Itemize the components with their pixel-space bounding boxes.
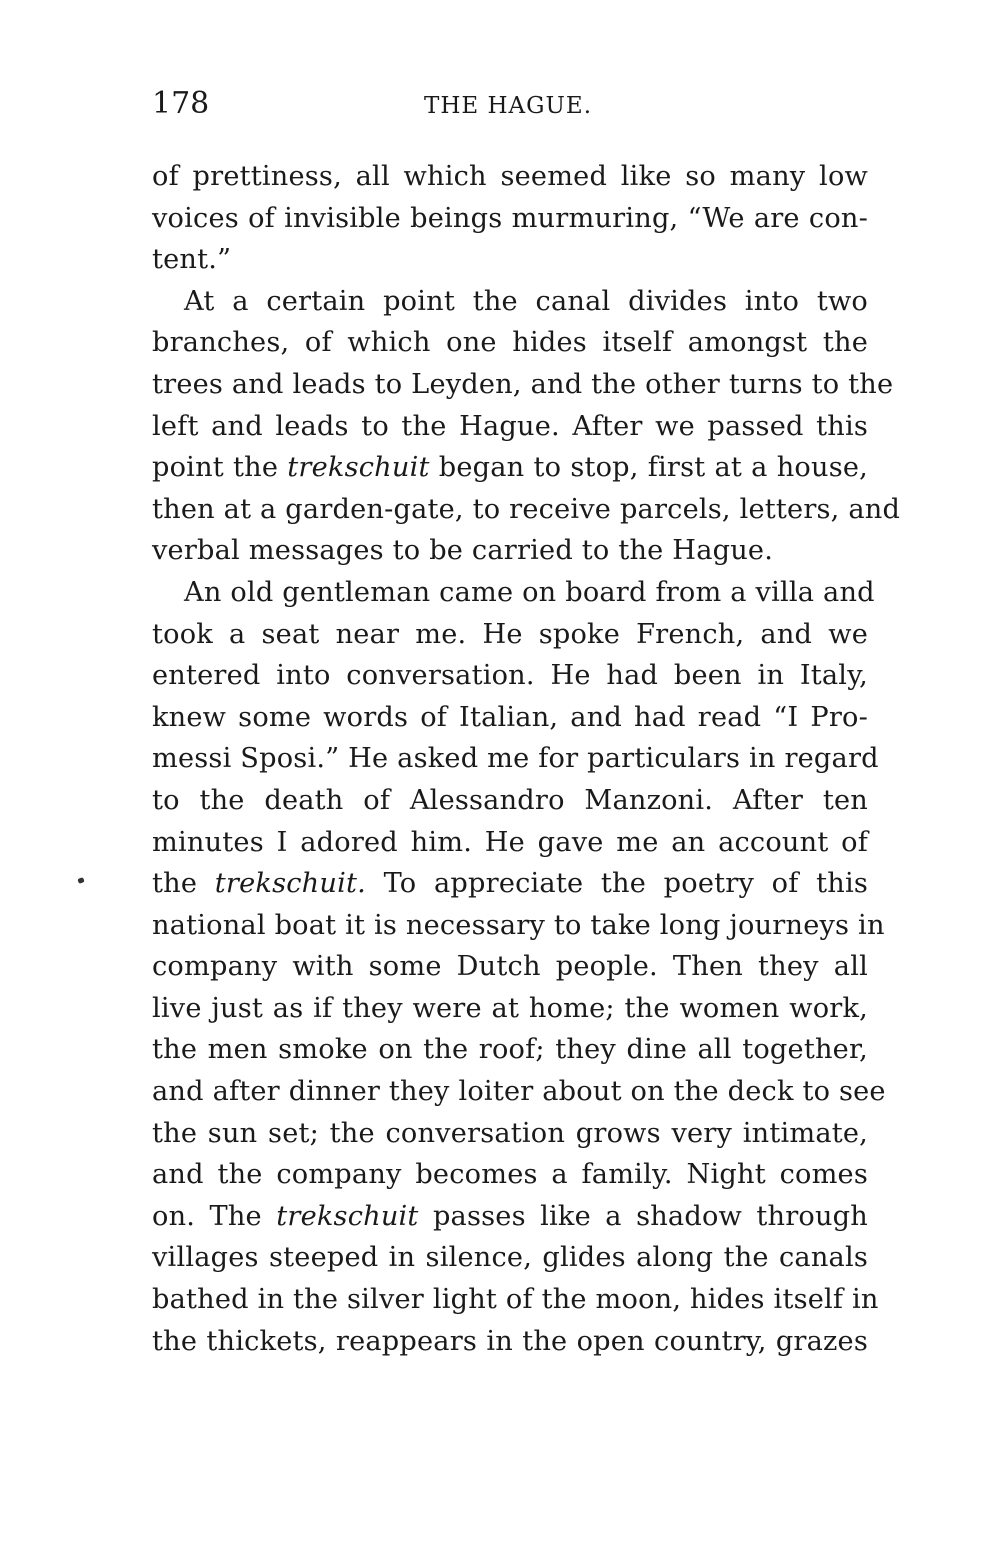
text-line: branches, of which one hides itself amongst the	[152, 327, 868, 359]
italic-term: trekschuit.	[214, 868, 366, 900]
stray-ink-mark	[77, 877, 84, 884]
text-segment: point the	[152, 452, 288, 484]
body-text	[152, 156, 901, 1362]
page-header	[152, 84, 868, 124]
text-line: of prettiness, all which seemed like so many low	[152, 161, 868, 192]
italic-term: trekschuit	[276, 1200, 419, 1232]
page-number: 178	[152, 86, 210, 121]
italic-term: trekschuit	[287, 452, 430, 484]
text-segment: To appreciate the poetry of this	[365, 868, 869, 900]
text-line: the sun set; the conversation grows very intimate,	[152, 1117, 868, 1149]
text-line: entered into conversation. He had been in Italy,	[152, 660, 868, 692]
text-line	[152, 863, 868, 905]
text-segment: passes like a shadow through	[418, 1200, 869, 1232]
text-line: An old gentleman came on board from a villa and	[184, 576, 875, 608]
text-line: trees and leads to Leyden, and the other turns to the	[152, 368, 894, 400]
text-line: At a certain point the canal divides into two	[184, 285, 868, 317]
running-title: THE HAGUE.	[424, 93, 593, 119]
text-line: bathed in the silver light of the moon, hides itself in	[152, 1284, 879, 1316]
text-line: and the company becomes a family. Night comes	[152, 1159, 868, 1191]
text-line: national boat it is necessary to take long journeys in	[152, 909, 885, 941]
text-line: left and leads to the Hague. After we passed this	[152, 410, 868, 442]
text-line: verbal messages to be carried to the Hague.	[152, 535, 774, 567]
text-segment: on. The	[152, 1200, 277, 1232]
text-line: and after dinner they loiter about on the deck to see	[152, 1076, 886, 1108]
text-line: to the death of Alessandro Manzoni. After ten	[152, 784, 868, 816]
text-line: the men smoke on the roof; they dine all together,	[152, 1034, 868, 1066]
text-line: villages steeped in silence, glides along the canals	[152, 1242, 868, 1274]
text-line: messi Sposi.” He asked me for particulars in regard	[152, 743, 879, 775]
text-line: then at a garden-gate, to receive parcels, letters, and	[152, 493, 901, 525]
text-segment: began to stop, first at a house,	[429, 452, 868, 484]
text-segment: the	[152, 868, 215, 900]
text-line: live just as if they were at home; the women work,	[152, 992, 868, 1024]
text-line: voices of invisible beings murmuring, “We are con-	[152, 202, 868, 234]
text-line: knew some words of Italian, and had read “I Pro-	[152, 701, 868, 733]
text-line: took a seat near me. He spoke French, and we	[152, 618, 868, 650]
text-line	[152, 1196, 868, 1238]
text-line: minutes I adored him. He gave me an account of	[152, 826, 868, 858]
text-line: the thickets, reappears in the open country, grazes	[152, 1325, 868, 1357]
text-line: tent.”	[152, 244, 232, 276]
text-line: company with some Dutch people. Then they all	[152, 951, 868, 983]
text-line	[152, 447, 868, 489]
